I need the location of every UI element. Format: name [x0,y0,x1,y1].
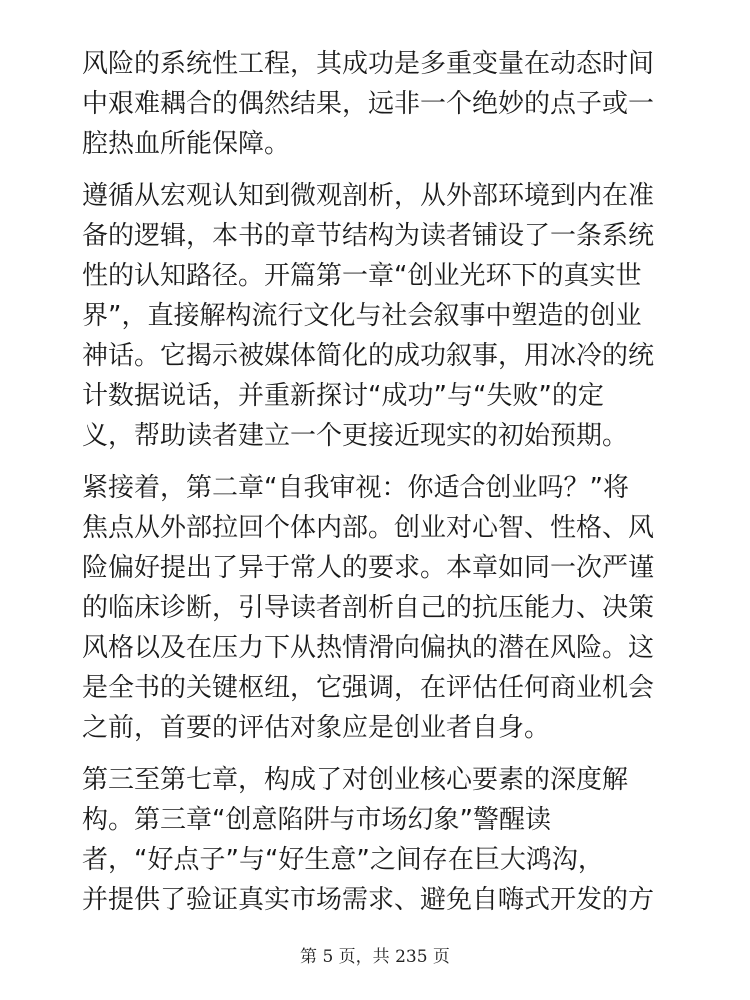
text-line: 焦点从外部拉回个体内部。创业对心智、性格、风 [82,513,655,543]
text-line: 险偏好提出了异于常人的要求。本章如同一次严谨 [82,553,655,583]
paragraph [82,44,682,164]
paragraph [82,468,682,748]
body-text [82,44,682,932]
text-line: 并提供了验证真实市场需求、避免自嗨式开发的方 [82,885,655,915]
text-line: 的临床诊断，引导读者剖析自己的抗压能力、决策 [82,593,655,623]
text-line: 是全书的关键枢纽，它强调，在评估任何商业机会 [82,673,655,703]
text-line: 界”，直接解构流行文化与社会叙事中塑造的创业 [82,301,642,331]
text-line: 义，帮助读者建立一个更接近现实的初始预期。 [82,421,629,451]
text-line: 神话。它揭示被媒体简化的成功叙事，用冰冷的统 [82,341,655,371]
text-line: 遵循从宏观认知到微观剖析，从外部环境到内在准 [82,181,655,211]
text-line: 备的逻辑，本书的章节结构为读者铺设了一条系统 [82,221,655,251]
text-line: 性的认知路径。开篇第一章“创业光环下的真实世 [82,261,642,291]
text-line: 之前，首要的评估对象应是创业者自身。 [82,713,551,743]
paragraph [82,760,682,920]
text-line: 腔热血所能保障。 [82,129,291,159]
text-line: 风险的系统性工程，其成功是多重变量在动态时间 [82,49,655,79]
text-line: 者，“好点子”与“好生意”之间存在巨大鸿沟， [82,845,604,875]
text-line: 第三至第七章，构成了对创业核心要素的深度解 [82,765,629,795]
text-line: 风格以及在压力下从热情滑向偏执的潜在风险。这 [82,633,655,663]
paragraph [82,176,682,456]
text-line: 紧接着，第二章“自我审视：你适合创业吗？”将 [82,473,629,503]
text-line: 中艰难耦合的偶然结果，远非一个绝妙的点子或一 [82,89,655,119]
page-number: 第 5 页，共 235 页 [300,947,450,967]
text-line: 计数据说话，并重新探讨“成功”与“失败”的定 [82,381,604,411]
text-line: 构。第三章“创意陷阱与市场幻象”警醒读 [82,805,551,835]
